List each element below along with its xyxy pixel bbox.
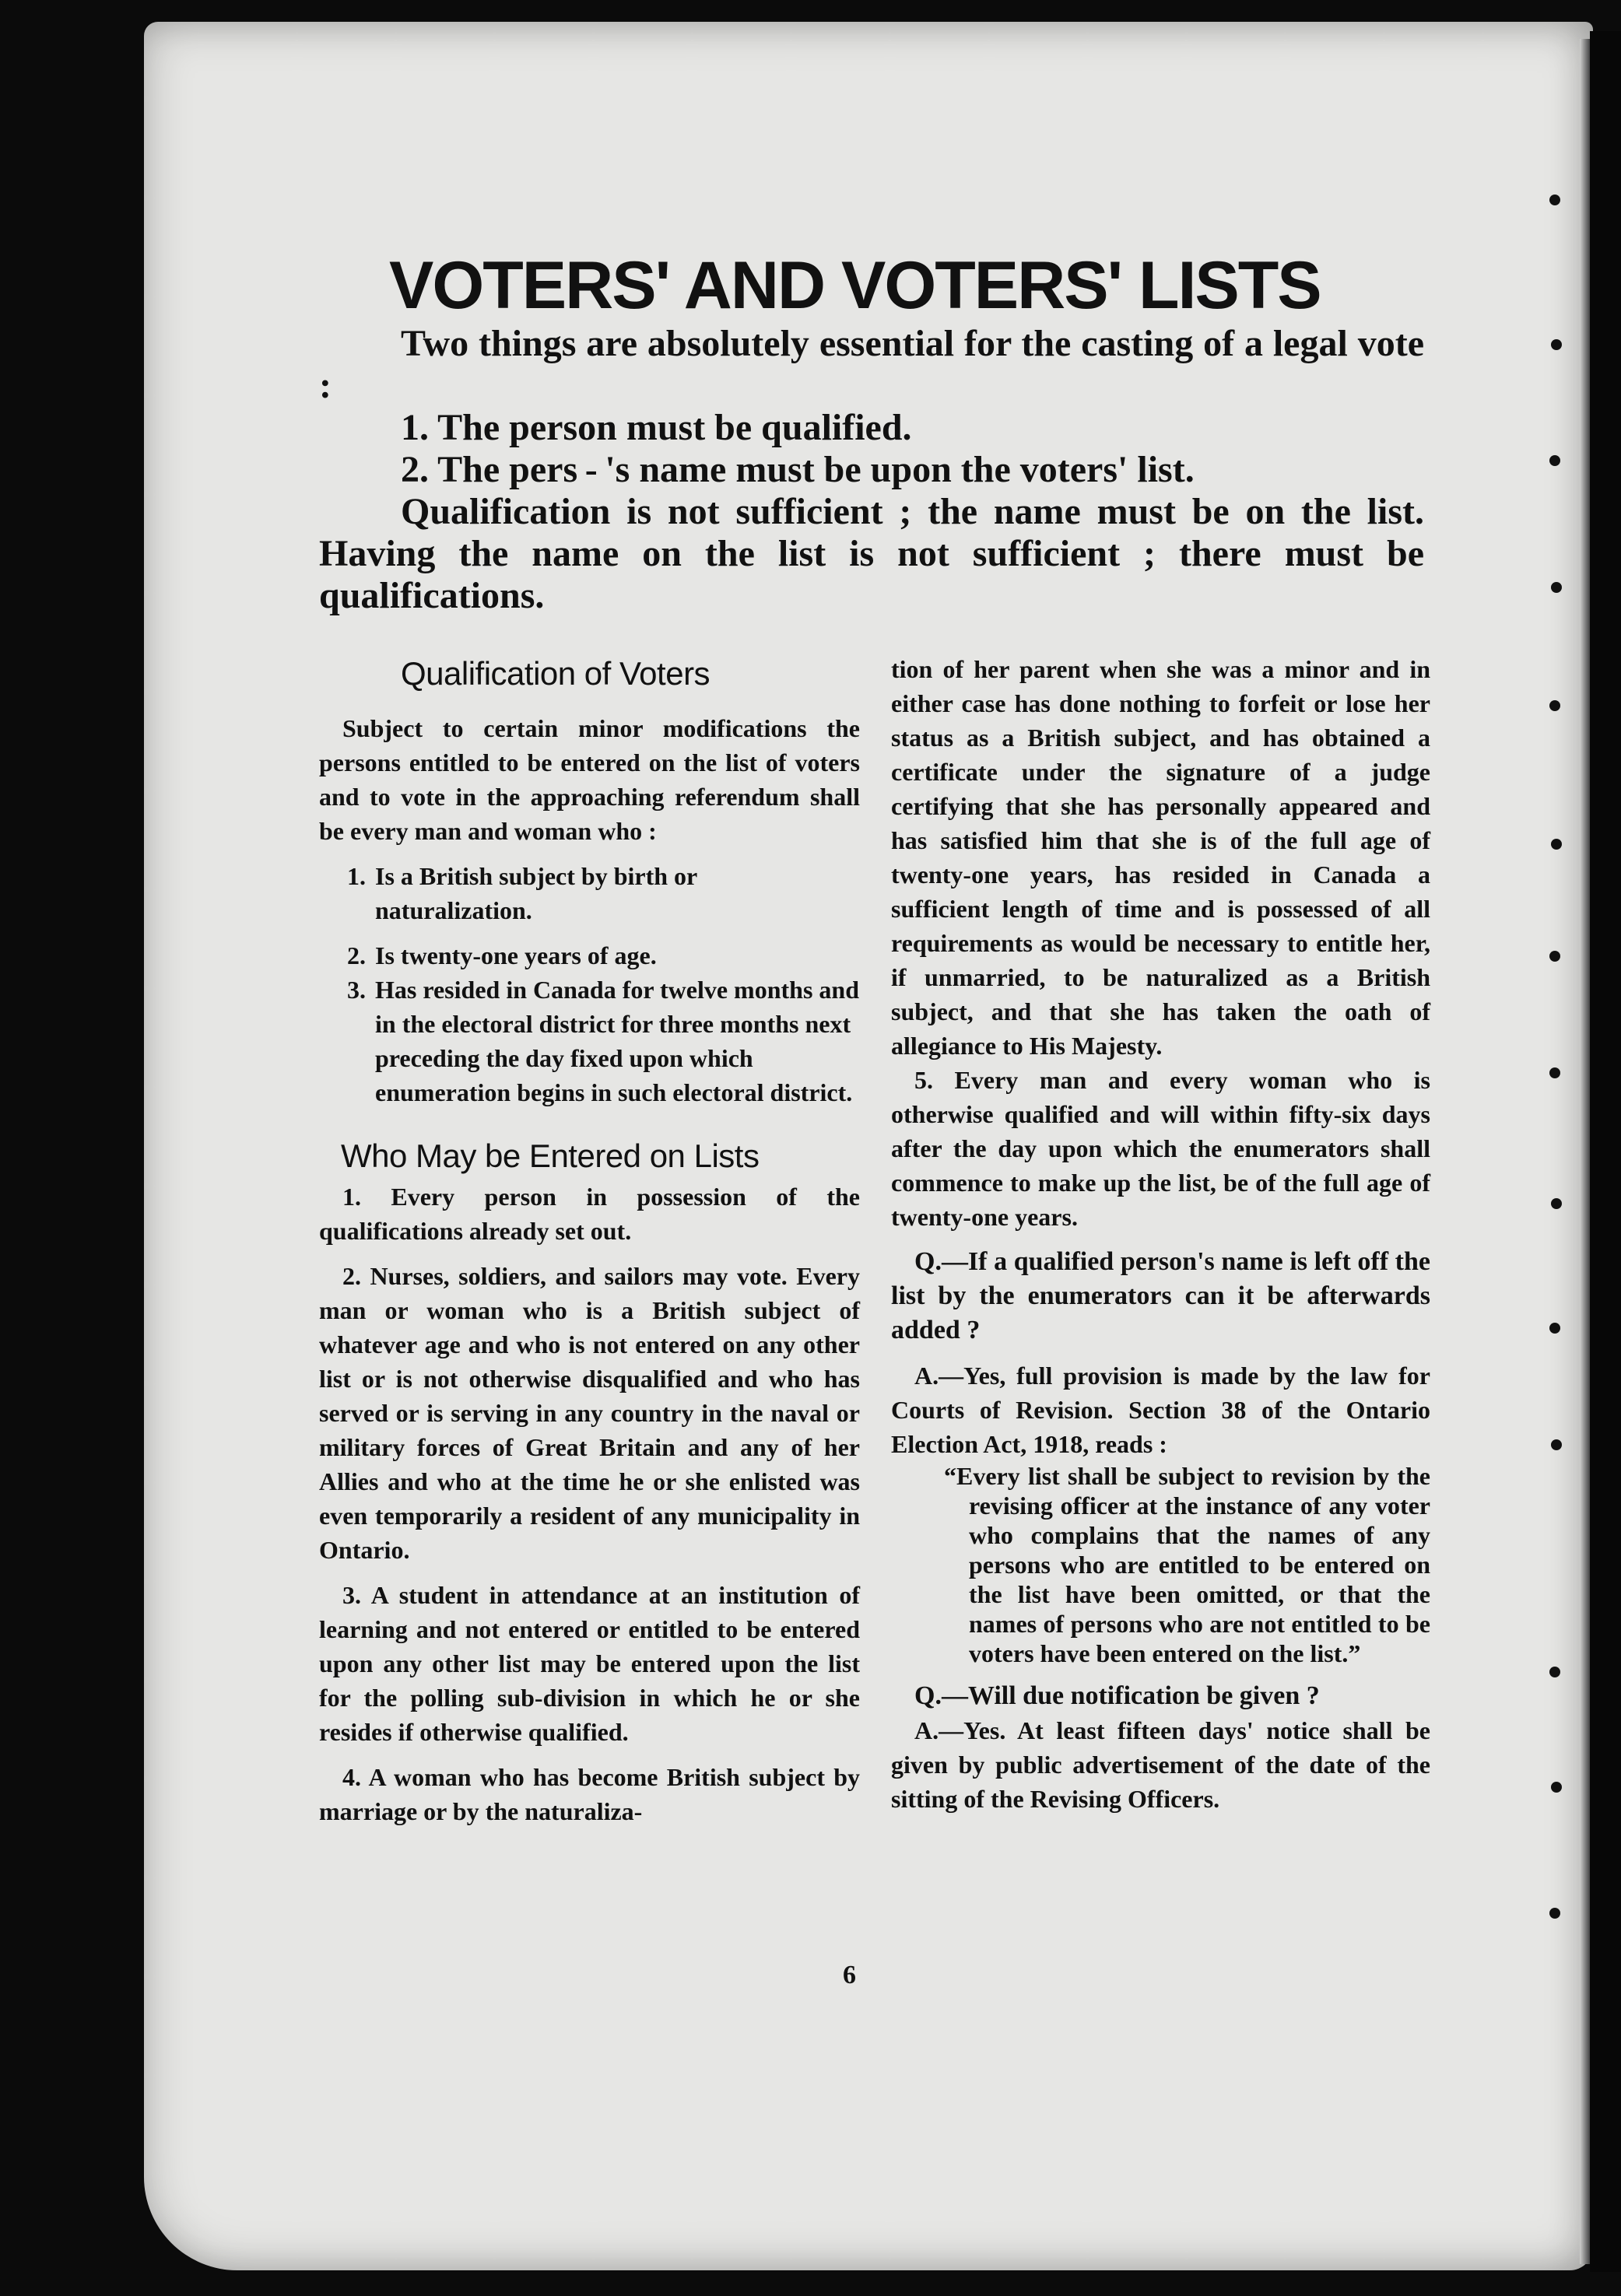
list-item [319, 938, 860, 973]
list-item [319, 859, 860, 927]
margin-dot [1551, 839, 1562, 850]
paragraph: 1. Every person in possession of the qualifications already set out. [319, 1183, 860, 1245]
list-number: 3. [347, 976, 366, 1004]
paragraph: 5. Every man and every woman who is otherwise qualified and will within fifty-six days after the day upon which the enumerators shall commence to make up the list, be of the full age of twenty-one years. [891, 1066, 1430, 1231]
margin-dot [1549, 455, 1560, 466]
margin-dot [1551, 1782, 1562, 1793]
paragraph: 3. A student in attendance at an institution of learning and not entered or entitled to be entered upon any other list may be entered upon the list for the polling sub-division in which he or she resides if otherwise qualified. [319, 1581, 860, 1746]
intro-sentence: Two things are absolutely essential for the casting of a legal vote : [319, 323, 1424, 406]
margin-dot [1549, 1908, 1560, 1919]
margin-dot [1549, 951, 1560, 962]
list-text: Has resided in Canada for twelve months and in the electoral district for three months next preceding the day fixed upon which enumeration begins in such electoral district. [375, 976, 859, 1106]
list-number: 1. [347, 862, 366, 890]
list-number: 2. [347, 941, 366, 969]
intro-section [319, 323, 1424, 617]
list-text: Is twenty-one years of age. [375, 941, 657, 969]
right-column [891, 652, 1430, 1816]
page-fold-edge [1580, 39, 1591, 2264]
margin-dot [1551, 339, 1562, 350]
margin-dot [1551, 582, 1562, 593]
margin-dot [1549, 700, 1560, 711]
page-title: VOTERS' AND VOTERS' LISTS [389, 248, 1321, 323]
paragraph: tion of her parent when she was a minor and in either case has done nothing to forfeit or lose her status as a British subject, and has obtained a certificate under the signature of a judge certifying that she has personally appeared and has satisfied him that she is of the full age of twenty-one years, has resided in Canada a sufficient length of time and is possessed of all requirements as would be necessary to entitle her, if unmarried, to be naturalized as a British subject, and that she has taken the oath of allegiance to His Majesty. [891, 655, 1430, 1060]
paragraph: 2. Nurses, soldiers, and sailors may vote. Every man or woman who is a British subject of whatever age and who is not entered on any other list or is not otherwise disqualified and who has served or is serving in any country in the naval or military forces of Great Britain and any of her Allies and who at the time he or she enlisted was even temporarily a resident of any municipality in Ontario. [319, 1262, 860, 1564]
answer: A.—Yes, full provision is made by the law for Courts of Revision. Section 38 of the Ontario Election Act, 1918, reads : [891, 1362, 1430, 1458]
intro-item-2: 2. The pers - 's name must be upon the voters' list. [401, 449, 1195, 490]
page-number: 6 [843, 1961, 856, 1989]
margin-dot [1549, 195, 1560, 205]
margin-dot [1551, 1439, 1562, 1450]
section-heading: Who May be Entered on Lists [341, 1137, 760, 1174]
paragraph: 4. A woman who has become British subject by marriage or by the naturaliza- [319, 1763, 860, 1825]
scan-margin [1590, 31, 1621, 2272]
margin-dot [1551, 1198, 1562, 1209]
margin-dot [1549, 1323, 1560, 1334]
intro-paragraph: Qualification is not sufficient ; the name must be on the list. Having the name on the list is not sufficient ; there must be qualifications. [319, 491, 1424, 616]
left-column [319, 654, 860, 1828]
list-item [319, 973, 860, 1109]
answer: A.—Yes. At least fifteen days' notice shall be given by public advertisement of the date of the sitting of the Revising Officers. [891, 1716, 1430, 1813]
question: Q.—Will due notification be given ? [914, 1681, 1320, 1710]
intro-item-1: 1. The person must be qualified. [401, 407, 912, 448]
paragraph: Subject to certain minor modifications the persons entitled to be entered on the list of voters and to vote in the approaching referendum shall be every man and woman who : [319, 714, 860, 845]
section-heading: Qualification of Voters [401, 655, 711, 692]
quotation: “Every list shall be subject to revision by the revising officer at the instance of any voter who complains that the names of any persons who are entitled to be entered on the list have been omitted, or that the names of persons who are not entitled to be voters have been entered on the list.” [944, 1462, 1430, 1667]
margin-dot [1549, 1667, 1560, 1677]
list-text: Is a British subject by birth or naturalization. [375, 862, 697, 924]
margin-dot [1549, 1067, 1560, 1078]
question: Q.—If a qualified person's name is left off the list by the enumerators can it be afterwards added ? [891, 1247, 1430, 1344]
